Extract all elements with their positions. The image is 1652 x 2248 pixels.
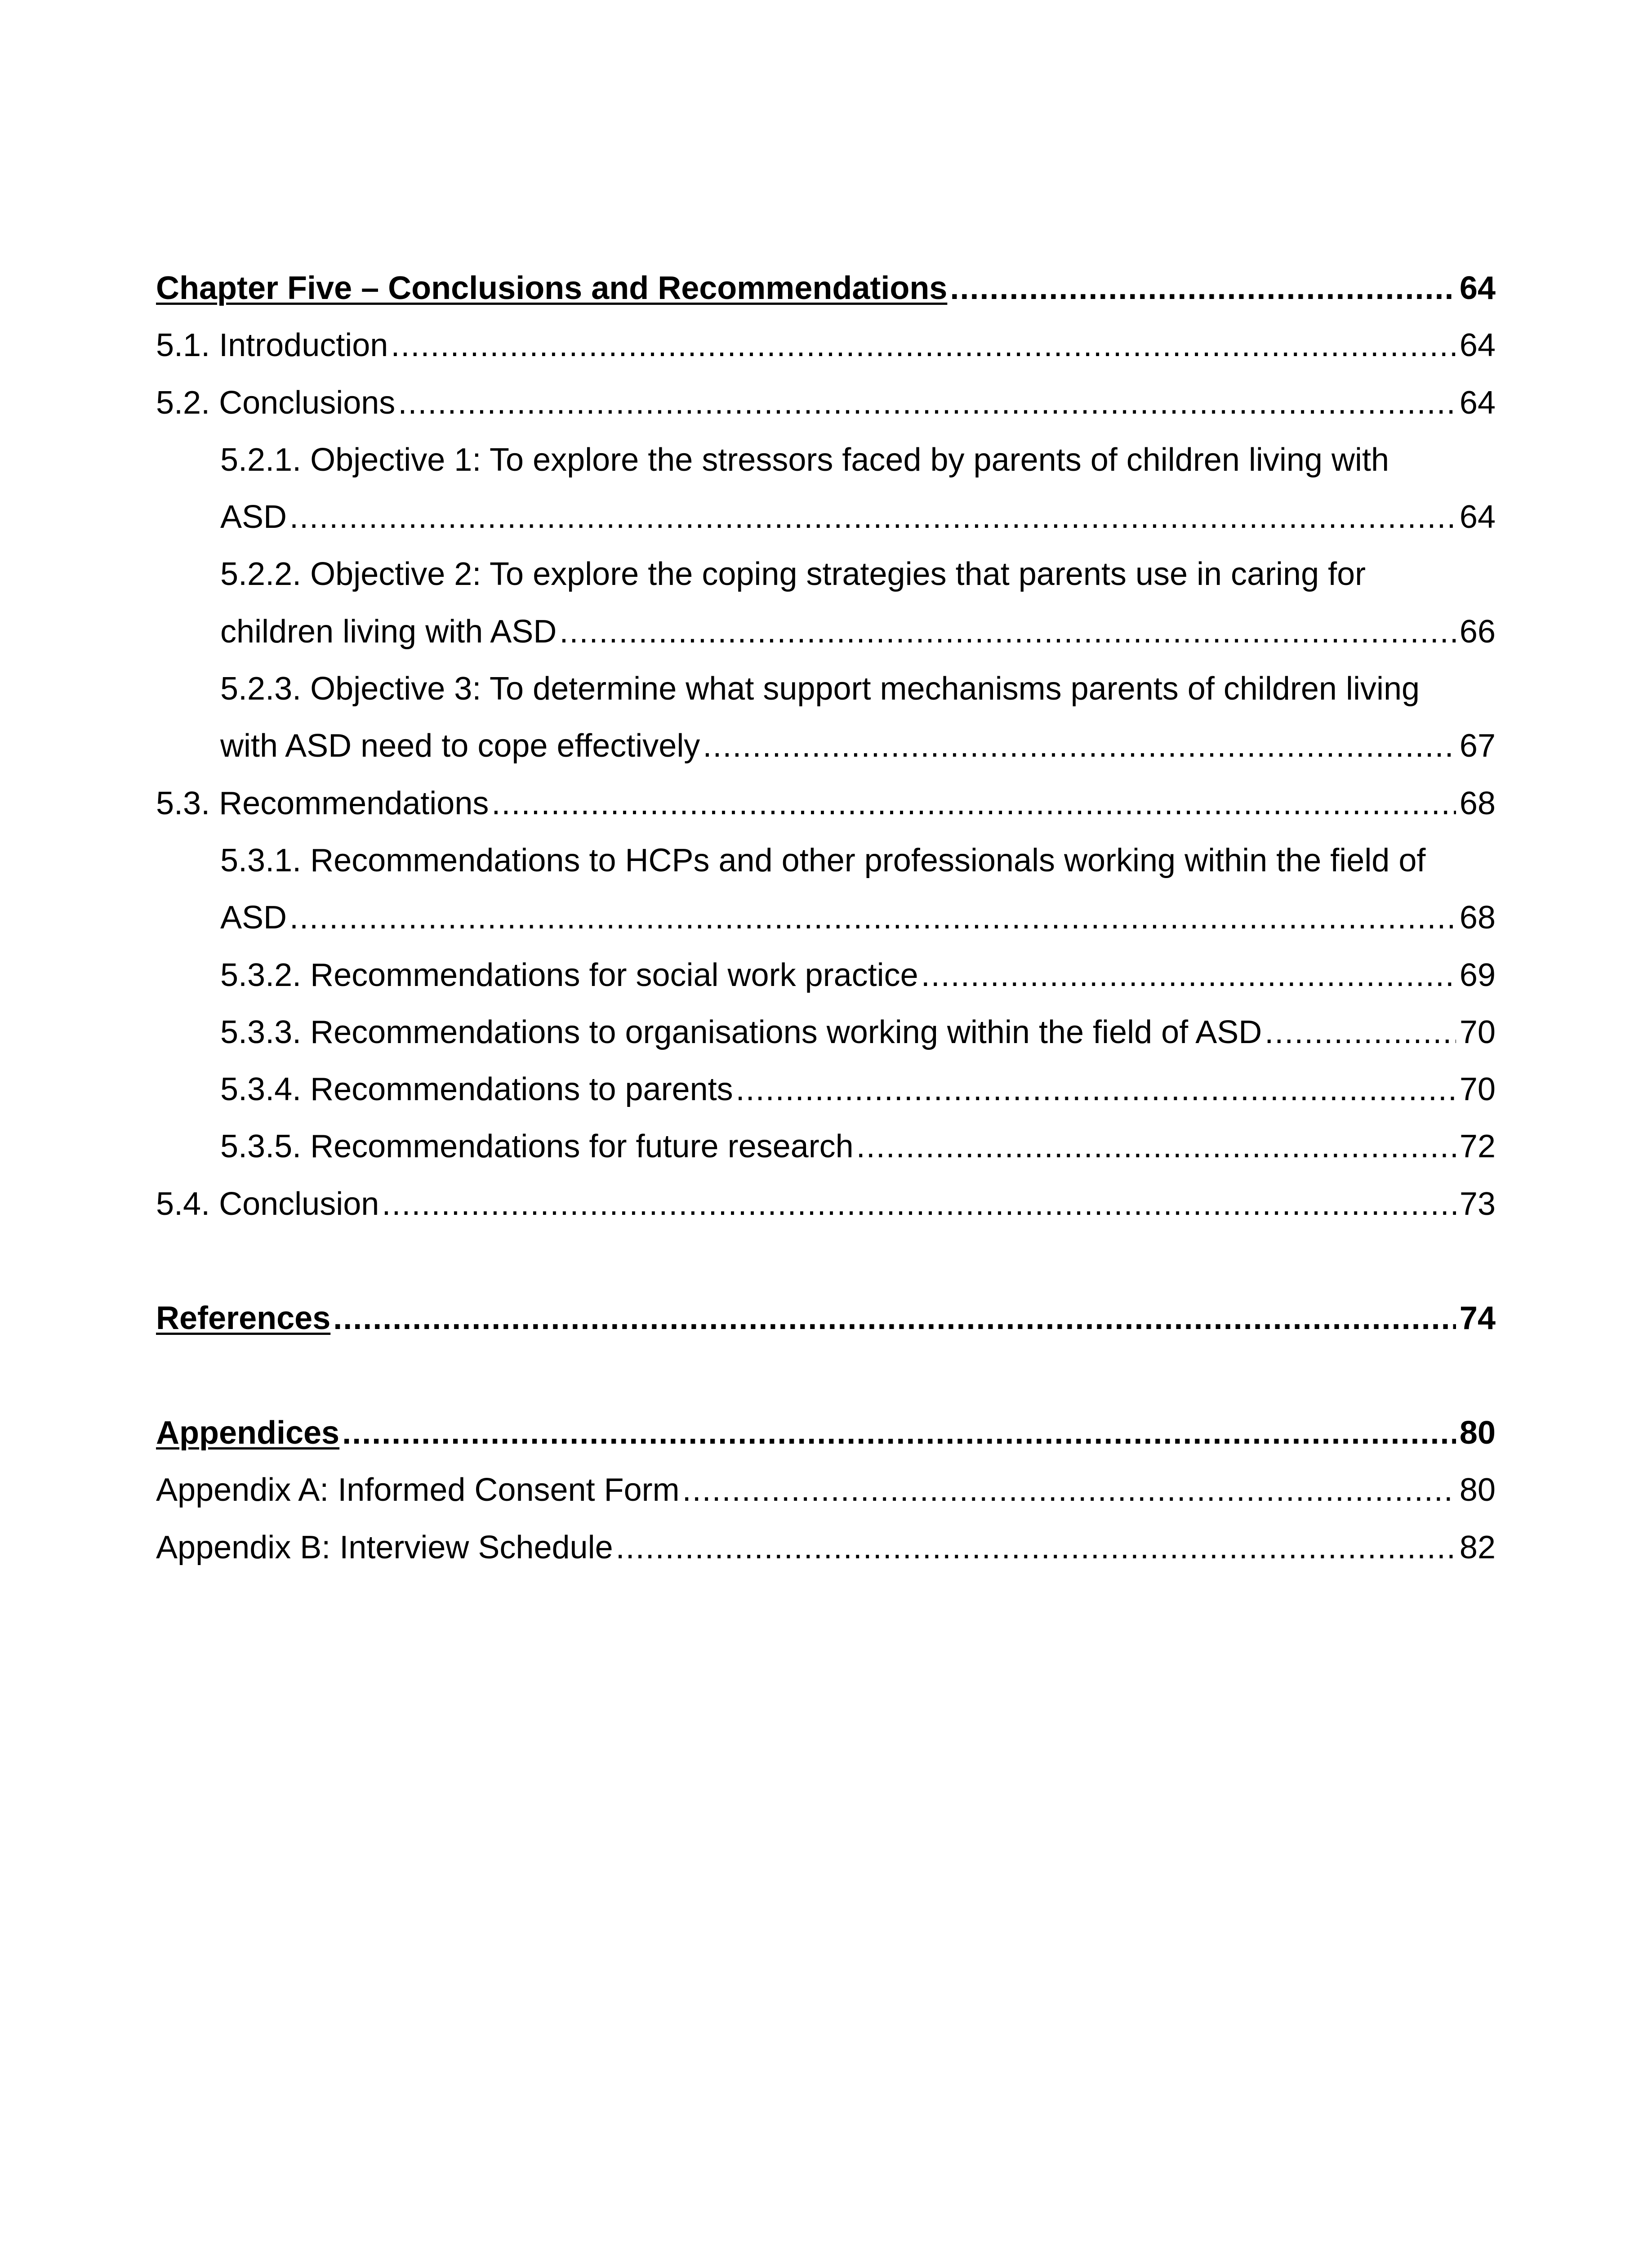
toc-page-number: 64 bbox=[1459, 327, 1496, 364]
toc-page-number: 67 bbox=[1459, 728, 1496, 764]
dot-leader bbox=[491, 775, 1456, 832]
toc-page-number: 69 bbox=[1459, 957, 1496, 993]
spacer bbox=[156, 1347, 1496, 1405]
toc-page-number: 73 bbox=[1459, 1186, 1496, 1222]
toc-entry-title: 5.2.3. Objective 3: To determine what support mechanisms parents of children living bbox=[220, 671, 1420, 707]
dot-leader bbox=[1265, 1004, 1456, 1061]
toc-entry-5-2-3-line1[interactable] bbox=[156, 660, 1496, 718]
toc-entry-title: 5.3.2. Recommendations for social work practice bbox=[220, 957, 918, 993]
dot-leader bbox=[559, 603, 1456, 660]
toc-entry-5-4[interactable] bbox=[156, 1176, 1496, 1233]
toc-page-number: 80 bbox=[1459, 1472, 1496, 1508]
toc-entry-5-2-3-line2[interactable] bbox=[156, 718, 1496, 775]
toc-page-number: 64 bbox=[1459, 499, 1496, 535]
toc-entry-title-continued: children living with ASD bbox=[220, 613, 557, 650]
spacer bbox=[156, 1233, 1496, 1290]
toc-entry-title: 5.2.1. Objective 1: To explore the stressors faced by parents of children living with bbox=[220, 442, 1389, 478]
toc-entry-title-continued: ASD bbox=[220, 499, 287, 535]
toc-entry-title: 5.3.4. Recommendations to parents bbox=[220, 1071, 733, 1108]
dot-leader bbox=[616, 1519, 1456, 1576]
toc-entry-title: 5.4. Conclusion bbox=[156, 1186, 379, 1222]
toc-entry-5-3-1-line1[interactable] bbox=[156, 832, 1496, 889]
toc-entry-5-3-3[interactable] bbox=[156, 1004, 1496, 1061]
dot-leader bbox=[950, 260, 1456, 317]
toc-entry-title: Chapter Five – Conclusions and Recommendations bbox=[156, 270, 948, 306]
toc-entry-title: 5.3.1. Recommendations to HCPs and other professionals working within the field of bbox=[220, 842, 1426, 879]
dot-leader bbox=[289, 889, 1456, 946]
toc-entry-5-1[interactable] bbox=[156, 317, 1496, 374]
toc-entry-title: 5.3.5. Recommendations for future research bbox=[220, 1128, 854, 1165]
dot-leader bbox=[856, 1118, 1456, 1175]
toc-page-number: 66 bbox=[1459, 613, 1496, 650]
toc-entry-title-continued: ASD bbox=[220, 900, 287, 936]
toc-entry-5-3-5[interactable] bbox=[156, 1118, 1496, 1175]
toc-entry-title: Appendix B: Interview Schedule bbox=[156, 1529, 613, 1566]
toc-entry-5-3-2[interactable] bbox=[156, 947, 1496, 1004]
dot-leader bbox=[333, 1290, 1456, 1347]
dot-leader bbox=[342, 1405, 1456, 1462]
dot-leader bbox=[921, 947, 1456, 1004]
toc-entry-5-3[interactable] bbox=[156, 775, 1496, 832]
toc-page-number: 70 bbox=[1459, 1071, 1496, 1108]
toc-entry-appendix-b[interactable] bbox=[156, 1519, 1496, 1576]
toc-entry-chapter-five[interactable] bbox=[156, 260, 1496, 317]
toc-entry-title: References bbox=[156, 1300, 331, 1337]
toc-page-number: 64 bbox=[1459, 384, 1496, 421]
toc-page-number: 82 bbox=[1459, 1529, 1496, 1566]
dot-leader bbox=[682, 1462, 1456, 1519]
toc-entry-title: 5.2. Conclusions bbox=[156, 384, 396, 421]
toc-entry-title: 5.1. Introduction bbox=[156, 327, 388, 364]
toc-entry-title: 5.2.2. Objective 2: To explore the coping strategies that parents use in caring for bbox=[220, 556, 1366, 593]
toc-page-number: 68 bbox=[1459, 785, 1496, 821]
toc-entry-title: 5.3.3. Recommendations to organisations working within the field of ASD bbox=[220, 1014, 1262, 1050]
toc-page-number: 70 bbox=[1459, 1014, 1496, 1050]
toc-entry-5-3-4[interactable] bbox=[156, 1061, 1496, 1118]
toc-entry-5-2-2-line1[interactable] bbox=[156, 546, 1496, 603]
toc-entry-title-continued: with ASD need to cope effectively bbox=[220, 728, 700, 764]
dot-leader bbox=[382, 1176, 1456, 1233]
toc-entry-title: Appendix A: Informed Consent Form bbox=[156, 1472, 680, 1508]
toc-page-number: 64 bbox=[1459, 270, 1496, 306]
dot-leader bbox=[398, 375, 1456, 432]
toc-entry-title: 5.3. Recommendations bbox=[156, 785, 489, 821]
toc-page-number: 72 bbox=[1459, 1128, 1496, 1165]
dot-leader bbox=[736, 1061, 1456, 1118]
dot-leader bbox=[703, 718, 1456, 775]
toc-entry-appendix-a[interactable] bbox=[156, 1462, 1496, 1519]
toc-entry-5-2-1-line2[interactable] bbox=[156, 489, 1496, 546]
toc-entry-5-2[interactable] bbox=[156, 375, 1496, 432]
toc-entry-5-2-1-line1[interactable] bbox=[156, 432, 1496, 489]
table-of-contents bbox=[156, 260, 1496, 1576]
dot-leader bbox=[391, 317, 1456, 374]
toc-entry-appendices[interactable] bbox=[156, 1405, 1496, 1462]
dot-leader bbox=[289, 489, 1456, 546]
toc-entry-5-2-2-line2[interactable] bbox=[156, 603, 1496, 660]
toc-page-number: 68 bbox=[1459, 900, 1496, 936]
toc-entry-5-3-1-line2[interactable] bbox=[156, 889, 1496, 946]
toc-entry-title: Appendices bbox=[156, 1414, 340, 1451]
toc-page-number: 74 bbox=[1459, 1300, 1496, 1337]
toc-page-number: 80 bbox=[1459, 1414, 1496, 1451]
toc-entry-references[interactable] bbox=[156, 1290, 1496, 1347]
